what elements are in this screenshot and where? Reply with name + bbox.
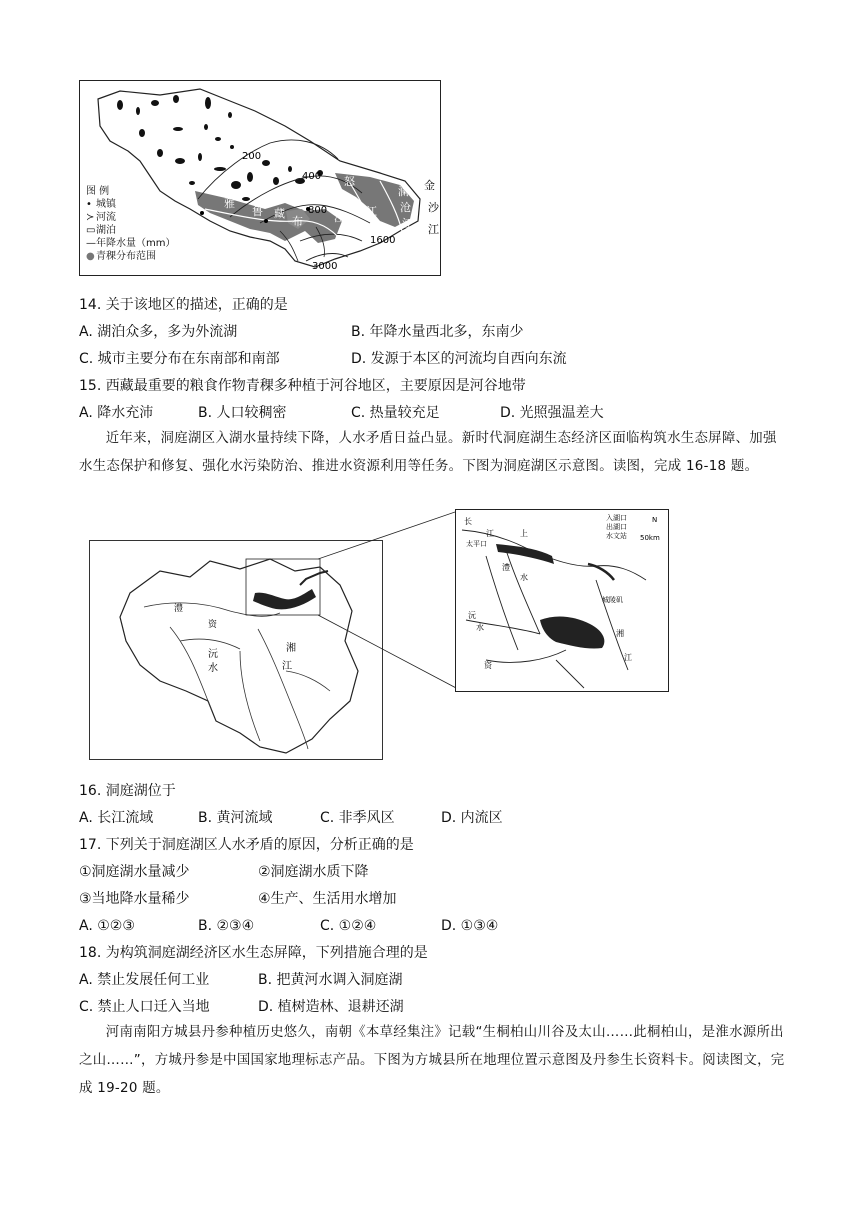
svg-text:江: 江 — [282, 661, 292, 672]
svg-text:水文站: 水文站 — [606, 532, 627, 540]
svg-text:水: 水 — [476, 623, 484, 632]
q17-item-2: ②洞庭湖水质下降 — [258, 864, 369, 880]
svg-text:江: 江 — [486, 529, 494, 538]
svg-text:沅: 沅 — [208, 649, 218, 660]
question-16-stem: 16. 洞庭湖位于 — [79, 783, 176, 799]
legend-item-lake: ▭湖泊 — [86, 225, 116, 236]
q17-option-d: D. ①③④ — [441, 918, 499, 934]
svg-text:200: 200 — [242, 151, 262, 162]
svg-text:江: 江 — [334, 211, 345, 224]
svg-text:澧: 澧 — [502, 563, 510, 572]
svg-text:江: 江 — [624, 653, 632, 662]
legend-title: 图 例 — [86, 186, 110, 197]
svg-text:水: 水 — [208, 663, 218, 674]
svg-text:入湖口: 入湖口 — [606, 514, 627, 522]
svg-text:城陵矶: 城陵矶 — [602, 596, 623, 604]
q16-option-b: B. 黄河流域 — [198, 810, 273, 826]
q14-option-b: B. 年降水量西北多，东南少 — [351, 324, 524, 340]
legend-item-river: ≻ 河流 — [86, 212, 116, 223]
svg-text:400: 400 — [302, 171, 322, 182]
svg-text:鲁: 鲁 — [252, 205, 263, 218]
svg-text:江: 江 — [402, 217, 413, 230]
q18-option-d: D. 植树造林、退耕还湖 — [258, 999, 404, 1015]
svg-text:太平口: 太平口 — [466, 540, 487, 548]
svg-text:金: 金 — [424, 179, 435, 192]
q16-option-c: C. 非季风区 — [320, 810, 395, 826]
q16-option-d: D. 内流区 — [441, 810, 503, 826]
svg-text:澧: 澧 — [174, 604, 184, 614]
q17-item-1: ①洞庭湖水量减少 — [79, 864, 190, 880]
q17-item-3: ③当地降水量稀少 — [79, 891, 190, 907]
svg-text:沧: 沧 — [400, 201, 411, 214]
svg-text:长: 长 — [464, 517, 472, 526]
svg-text:3000: 3000 — [312, 261, 338, 272]
q18-option-a: A. 禁止发展任何工业 — [79, 972, 210, 988]
svg-text:沅: 沅 — [468, 611, 476, 620]
q15-option-b: B. 人口较稠密 — [198, 405, 287, 421]
svg-text:怒: 怒 — [344, 175, 355, 188]
q18-option-b: B. 把黄河水调入洞庭湖 — [258, 972, 403, 988]
question-15-stem: 15. 西藏最重要的粮食作物青稞多种植于河谷地区，主要原因是河谷地带 — [79, 378, 526, 394]
svg-text:资: 资 — [484, 661, 492, 670]
q17-option-a: A. ①②③ — [79, 918, 135, 934]
dongting-inset-map — [455, 509, 669, 692]
svg-text:澜: 澜 — [398, 185, 409, 198]
passage-dongting: 近年来，洞庭湖区入湖水量持续下降，人水矛盾日益凸显。新时代洞庭湖生态经济区面临构筑水生态屏障、加强水生态保护和修复、强化水污染防治、推进水资源利用等任务。下图为洞庭湖区示意图。读图，完成 16-18 题。 — [79, 431, 777, 474]
question-14-stem: 14. 关于该地区的描述，正确的是 — [79, 297, 288, 313]
q17-item-4: ④生产、生活用水增加 — [258, 891, 397, 907]
tibet-map — [79, 80, 441, 276]
q16-option-a: A. 长江流域 — [79, 810, 154, 826]
q14-option-a: A. 湖泊众多，多为外流湖 — [79, 324, 238, 340]
q14-option-c: C. 城市主要分布在东南部和南部 — [79, 351, 280, 367]
legend-item-barley: ●青稞分布范围 — [86, 251, 156, 262]
svg-text:水: 水 — [520, 573, 528, 582]
q18-option-c: C. 禁止人口迁入当地 — [79, 999, 210, 1015]
svg-text:资: 资 — [208, 620, 218, 630]
svg-text:50km: 50km — [640, 534, 660, 542]
question-18-stem: 18. 为构筑洞庭湖经济区水生态屏障，下列措施合理的是 — [79, 945, 428, 961]
legend-item-city: • 城镇 — [86, 199, 116, 210]
svg-text:出湖口: 出湖口 — [606, 523, 627, 531]
inset-map-drawing — [456, 510, 668, 691]
svg-text:湘: 湘 — [616, 629, 624, 638]
tibet-legend — [86, 185, 208, 263]
svg-text:布: 布 — [292, 215, 303, 228]
q14-option-d: D. 发源于本区的河流均自西向东流 — [351, 351, 567, 367]
q15-option-d: D. 光照强温差大 — [500, 405, 604, 421]
svg-text:沙: 沙 — [428, 201, 439, 214]
passage-fangcheng: 河南南阳方城县丹参种植历史悠久，南朝《本草经集注》记载“生桐柏山川谷及太山……此桐柏山，是淮水源所出之山……”，方城丹参是中国国家地理标志产品。下图为方城县所在地理位置示意图及丹参生长资料卡。阅读图文，完成 19-20 题。 — [79, 1025, 785, 1096]
q15-option-a: A. 降水充沛 — [79, 405, 154, 421]
legend-item-precip: —年降水量（mm） — [86, 238, 176, 249]
svg-text:雅: 雅 — [224, 197, 235, 210]
q17-option-c: C. ①②④ — [320, 918, 377, 934]
question-17-stem: 17. 下列关于洞庭湖区人水矛盾的原因，分析正确的是 — [79, 837, 414, 853]
inset-connector — [318, 505, 458, 705]
svg-text:湘: 湘 — [286, 643, 296, 654]
svg-text:江: 江 — [428, 223, 439, 236]
svg-text:上: 上 — [520, 529, 528, 538]
svg-text:藏: 藏 — [274, 207, 285, 220]
svg-text:江: 江 — [366, 205, 377, 218]
svg-text:1600: 1600 — [370, 235, 396, 246]
q17-option-b: B. ②③④ — [198, 918, 255, 934]
svg-text:800: 800 — [308, 205, 328, 216]
svg-text:N: N — [652, 516, 658, 524]
q15-option-c: C. 热量较充足 — [351, 405, 440, 421]
